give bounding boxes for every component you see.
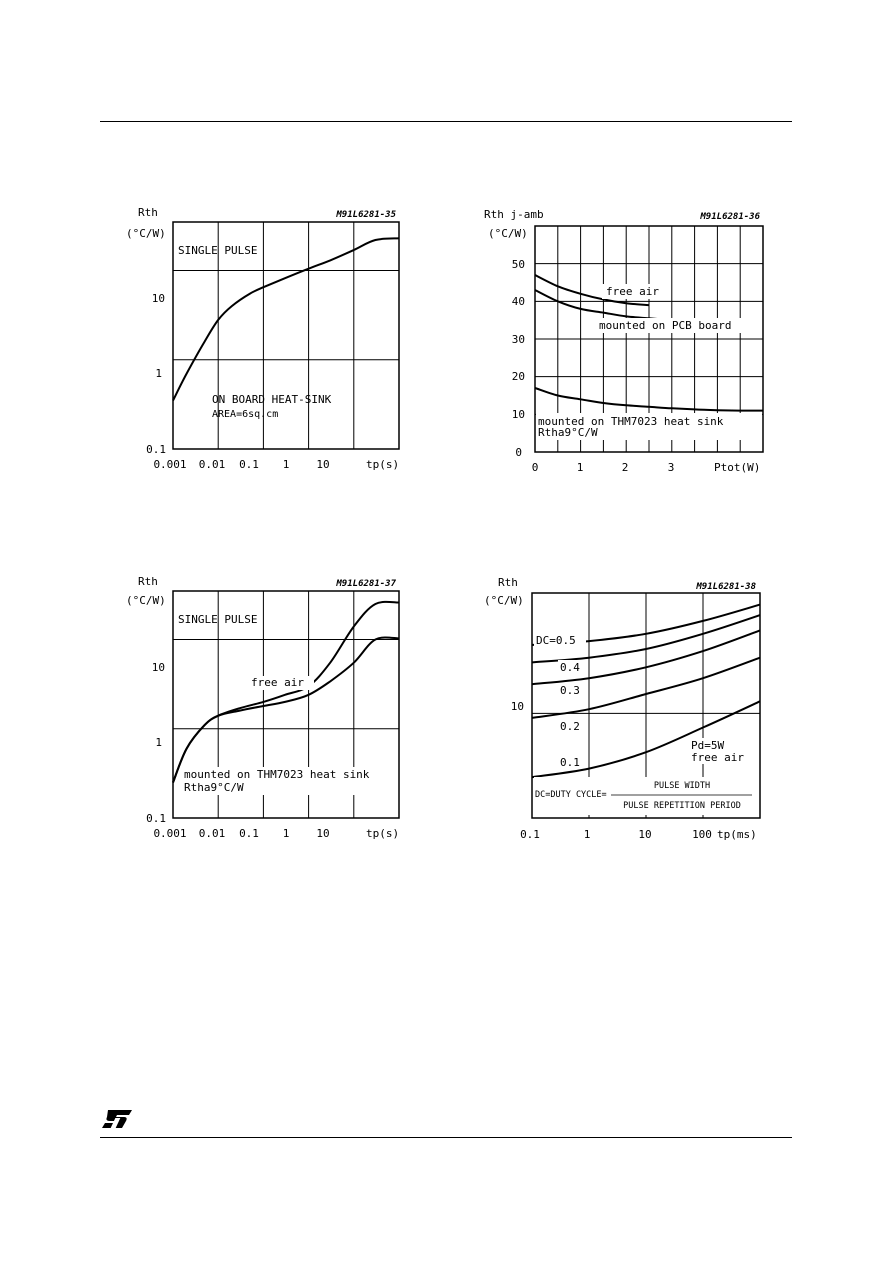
chart-1-ytick-label: 10 <box>151 292 165 305</box>
chart-3-annotation: Rtha9°C/W <box>184 781 244 794</box>
chart-4 <box>484 576 760 841</box>
chart-4-series-label: DC=0.5 <box>536 634 576 647</box>
chart-3-ytick-label: 1 <box>155 736 162 749</box>
chart-1-xtick-label: 0.001 <box>153 458 187 471</box>
chart-3-ylabel-line2: (°C/W) <box>126 594 166 607</box>
chart-4-series-label: 0.1 <box>560 756 580 769</box>
chart-2-xtick-label: 2 <box>621 461 629 474</box>
chart-1-xtick-label: 0.1 <box>239 458 259 471</box>
chart-4-xtick-label: 1 <box>583 828 591 841</box>
chart-4-xtick-label: 10 <box>638 828 652 841</box>
chart-2-ytick-label: 40 <box>511 295 525 308</box>
chart-2-annotation: mounted on PCB board <box>599 319 732 332</box>
chart-4-code: M91L6281-38 <box>696 582 756 592</box>
chart-1-xtick-label: 10 <box>316 458 330 471</box>
chart-2-xlabel: Ptot(W) <box>714 461 761 474</box>
chart-3-annotation: free air <box>251 676 304 689</box>
chart-4-annotation: PULSE WIDTH <box>653 781 711 791</box>
chart-3-xtick-label: 0.001 <box>153 827 187 840</box>
chart-2 <box>484 208 763 474</box>
chart-3-series <box>173 602 399 783</box>
chart-4-annotation: Pd=5W <box>691 739 725 752</box>
chart-2-ylabel-line2: (°C/W) <box>488 227 528 240</box>
chart-2-ylabel-line1: Rth j-amb <box>484 208 544 221</box>
chart-1-annotation: AREA=6sq.cm <box>212 409 279 420</box>
chart-1-ytick-label: 0.1 <box>146 443 166 456</box>
chart-1-annotation: ON BOARD HEAT-SINK <box>212 393 332 406</box>
chart-3-xtick-label: 1 <box>282 827 290 840</box>
chart-4-annotation: PULSE REPETITION PERIOD <box>623 801 741 811</box>
chart-4-ytick-label: 10 <box>510 700 524 713</box>
chart-3-xlabel: tp(s) <box>366 827 400 840</box>
chart-1-xlabel: tp(s) <box>366 458 400 471</box>
chart-1-ylabel-line1: Rth <box>138 206 158 219</box>
chart-4-xtick-label: 0.1 <box>520 828 540 841</box>
chart-1-ylabel-line2: (°C/W) <box>126 227 166 240</box>
chart-3-ylabel-line1: Rth <box>138 575 158 588</box>
chart-3 <box>126 575 399 840</box>
series-curve <box>173 238 399 400</box>
chart-1-xtick-label: 0.01 <box>198 458 226 471</box>
chart-1 <box>126 206 399 471</box>
chart-4-ylabel-line2: (°C/W) <box>484 594 524 607</box>
chart-4-duty-label: DC=DUTY CYCLE= <box>535 790 607 800</box>
chart-2-ytick-label: 10 <box>511 408 525 421</box>
chart-4-xlabel: tp(ms) <box>717 828 757 841</box>
chart-1-annotation: SINGLE PULSE <box>178 244 258 257</box>
chart-4-series-label: 0.4 <box>560 661 580 674</box>
chart-3-xtick-label: 10 <box>316 827 330 840</box>
chart-4-xtick-label: 100 <box>692 828 712 841</box>
chart-2-ytick-label: 0 <box>515 446 522 459</box>
chart-2-code: M91L6281-36 <box>700 212 760 222</box>
series-curve <box>173 602 399 783</box>
chart-2-xtick-label: 1 <box>576 461 584 474</box>
chart-1-ytick-label: 1 <box>155 367 162 380</box>
chart-3-code: M91L6281-37 <box>336 579 396 589</box>
chart-2-annotation: Rtha9°C/W <box>538 426 598 439</box>
chart-4-ylabel-line1: Rth <box>498 576 518 589</box>
series-curve <box>173 637 399 782</box>
chart-3-ytick-label: 10 <box>151 661 165 674</box>
st-logo-icon <box>100 1108 134 1134</box>
chart-2-ytick-label: 20 <box>511 370 525 383</box>
chart-3-xtick-label: 0.1 <box>239 827 259 840</box>
chart-2-annotation: free air <box>606 285 659 298</box>
chart-3-xtick-label: 0.01 <box>198 827 226 840</box>
chart-2-ytick-label: 50 <box>511 258 525 271</box>
chart-1-xtick-label: 1 <box>282 458 290 471</box>
chart-1-code: M91L6281-35 <box>336 210 396 220</box>
chart-1-series <box>173 238 399 400</box>
chart-4-annotation: free air <box>691 751 744 764</box>
chart-3-annotation: mounted on THM7023 heat sink <box>184 768 370 781</box>
chart-3-ytick-label: 0.1 <box>146 812 166 825</box>
chart-2-annotation: mounted on THM7023 heat sink <box>538 415 724 428</box>
chart-2-xtick-label: 3 <box>667 461 675 474</box>
chart-3-annotation: SINGLE PULSE <box>178 613 258 626</box>
chart-2-ytick-label: 30 <box>511 333 525 346</box>
chart-4-series-label: 0.2 <box>560 720 580 733</box>
chart-2-xtick-label: 0 <box>531 461 539 474</box>
chart-4-series-label: 0.3 <box>560 684 580 697</box>
